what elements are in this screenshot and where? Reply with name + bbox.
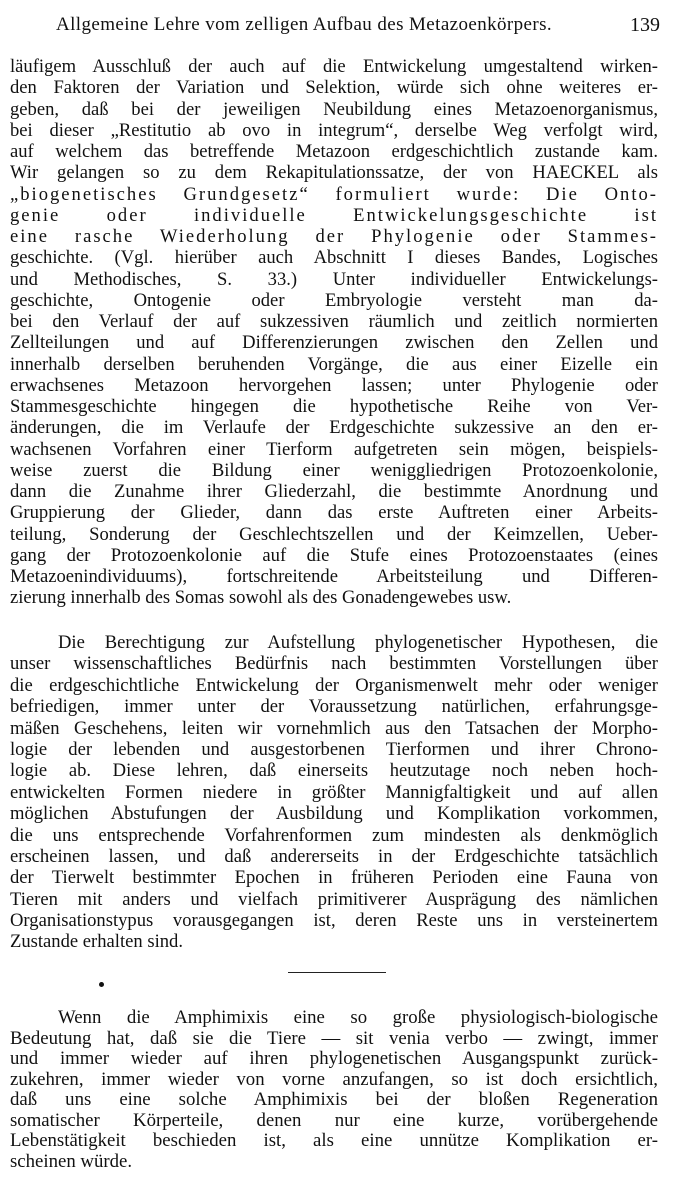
text-line: Wir gelangen so zu dem Rekapitulationssatze, der von HAECKEL als: [10, 162, 658, 184]
text-line: Lebenstätigkeit beschieden ist, als eine unnütze Komplikation er-: [10, 1130, 658, 1151]
text-line: Gruppierung der Glieder, dann das erste Auftreten einer Arbeits-: [10, 502, 658, 524]
text-line: entwickelten Formen niedere in größter Mannigfaltigkeit und auf allen: [10, 781, 658, 803]
text-line: gang der Protozoenkolonie auf die Stufe eines Protozoenstaates (eines: [10, 544, 658, 566]
text-line: Organisationstypus vorausgegangen ist, deren Reste uns in versteinertem: [10, 910, 658, 932]
text-line: Bedeutung hat, daß sie die Tiere — sit venia verbo — zwingt, immer: [10, 1027, 658, 1049]
text-line-first: Wenn die Amphimixis eine so große physiologisch-biologische: [58, 1007, 658, 1028]
section-divider: [288, 972, 386, 973]
text-line: befriedigen, immer unter der Voraussetzung natürlichen, erfahrungsge-: [10, 696, 658, 718]
text-line: und Methodisches, S. 33.) Unter individueller Entwickelungs-: [10, 268, 658, 290]
text-line: läufigem Ausschluß der auch auf die Entwickelung umgestaltend wirken-: [10, 56, 658, 77]
text-line: dann die Zunahme ihrer Gliederzahl, die bestimmte Anordnung und: [10, 481, 658, 502]
text-line: Metazoenindividuums), fortschreitende Arbeitsteilung und Differen-: [10, 566, 658, 587]
text-line: möglichen Abstufungen der Ausbildung und Komplikation vorkommen,: [10, 803, 658, 825]
text-line: geben, daß bei der jeweiligen Neubildung eines Metazoenorganismus,: [10, 98, 658, 120]
text-line: erscheinen lassen, und daß andererseits in der Erdgeschichte tatsächlich: [10, 845, 658, 867]
text-line-last: Zustande erhalten sind.: [10, 931, 183, 953]
text-line-spaced: genie oder individuelle Entwickelungsgeschichte ist: [10, 204, 658, 226]
page-number: 139: [630, 14, 660, 36]
text-line: änderungen, die im Verlaufe der Erdgeschichte sukzessive an den er-: [10, 417, 658, 439]
text-line: innerhalb derselben beruhenden Vorgänge, die aus einer Eizelle ein: [10, 353, 658, 375]
running-title: Allgemeine Lehre vom zelligen Aufbau des Metazoenkörpers.: [56, 14, 553, 35]
paragraph-rekapitulation: [10, 56, 658, 609]
text-line: bei dieser „Restitutio ab ovo in integrum“, derselbe Weg verfolgt wird,: [10, 119, 658, 141]
text-line: geschichte, Ontogenie oder Embryologie versteht man da-: [10, 289, 658, 311]
text-line: weise zuerst die Bildung einer weniggliedrigen Protozoenkolonie,: [10, 459, 658, 481]
text-line: die uns entsprechende Vorfahrenformen zum mindesten als denkmöglich: [10, 824, 658, 846]
text-line-spaced: „biogenetisches Grundgesetz“ formuliert wurde: Die Onto-: [10, 183, 658, 205]
text-line: somatischer Körperteile, denen nur eine kurze, vorübergehende: [10, 1109, 658, 1131]
text-line-last: scheinen würde.: [10, 1150, 133, 1172]
text-line: die erdgeschichtliche Entwickelung der Organismenwelt mehr oder weniger: [10, 674, 658, 696]
paragraph-amphimixis: [10, 1008, 658, 1172]
text-line: wachsenen Vorfahren einer Tierform aufgetreten sein mögen, beispiels-: [10, 438, 658, 460]
text-line: logie ab. Diese lehren, daß einerseits heutzutage noch neben hoch-: [10, 760, 658, 782]
text-line-spaced: eine rasche Wiederholung der Phylogenie oder Stammes-: [10, 226, 658, 247]
text-line: bei den Verlauf der auf sukzessiven räumlich und zeitlich normierten: [10, 311, 658, 332]
paragraph-berechtigung: [10, 632, 658, 953]
text-line: unser wissenschaftliches Bedürfnis nach bestimmten Vorstellungen über: [10, 653, 658, 675]
text-line: zukehren, immer wieder von vorne anzufangen, so ist doch ersichtlich,: [10, 1068, 658, 1090]
text-line: erwachsenes Metazoon hervorgehen lassen; unter Phylogenie oder: [10, 374, 658, 396]
text-line: mäßen Geschehens, leiten wir vornehmlich aus den Tatsachen der Morpho-: [10, 717, 658, 739]
text-line: logie der lebenden und ausgestorbenen Tierformen und ihrer Chrono-: [10, 738, 658, 760]
text-line: Tieren mit anders und vielfach primitiverer Ausprägung des nämlichen: [10, 888, 658, 910]
text-line: geschichte. (Vgl. hierüber auch Abschnitt I dieses Bandes, Logisches: [10, 247, 658, 269]
text-line-first: Die Berechtigung zur Aufstellung phylogenetischer Hypothesen, die: [58, 632, 658, 653]
text-line: daß uns eine solche Amphimixis bei der bloßen Regeneration: [10, 1089, 658, 1110]
running-header: [10, 8, 660, 42]
print-speck: [99, 982, 104, 987]
text-line: Zellteilungen und auf Differenzierungen zwischen den Zellen und: [10, 332, 658, 354]
text-line: teilung, Sonderung der Geschlechtszellen und der Keimzellen, Ueber-: [10, 523, 658, 545]
text-line: auf welchem das betreffende Metazoon erdgeschichtlich zustande kam.: [10, 141, 658, 162]
text-line: den Faktoren der Variation und Selektion, würde sich ohne weiteres er-: [10, 77, 658, 99]
text-line-last: zierung innerhalb des Somas sowohl als des Gonadengewebes usw.: [10, 587, 512, 609]
text-line: der Tierwelt bestimmter Epochen in früheren Perioden eine Fauna von: [10, 867, 658, 889]
text-line: und immer wieder auf ihren phylogenetischen Ausgangspunkt zurück-: [10, 1048, 658, 1069]
text-line: Stammesgeschichte hingegen die hypothetische Reihe von Ver-: [10, 396, 658, 417]
